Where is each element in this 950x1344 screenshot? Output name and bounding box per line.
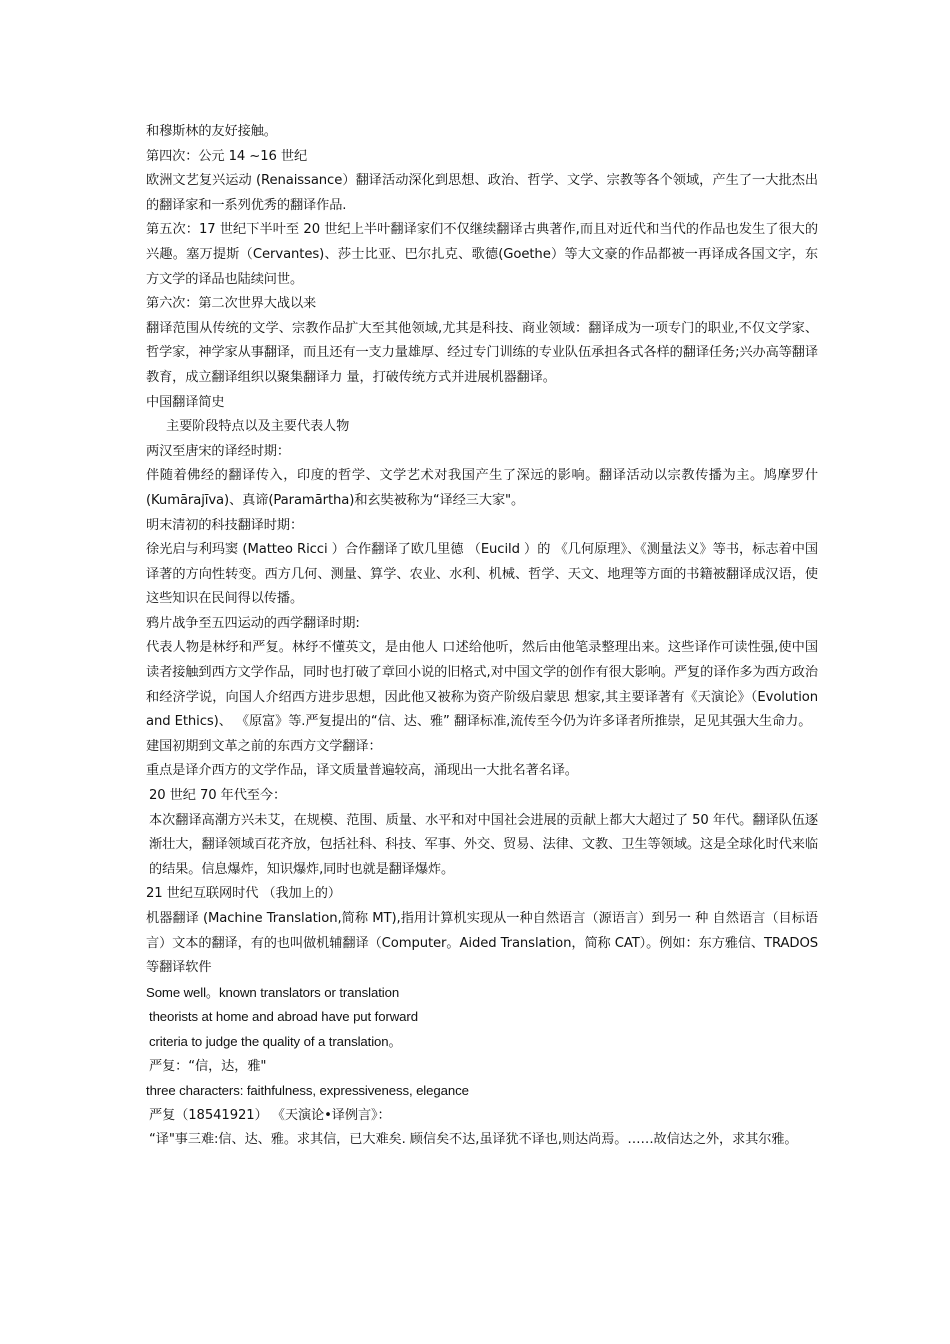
document-body xyxy=(146,120,818,1153)
paragraph: 和穆斯林的友好接触。 xyxy=(146,124,277,139)
paragraph: 严复：“信，达，雅" xyxy=(149,1058,267,1074)
section-heading: 第四次：公元 14 ~16 世纪 xyxy=(146,148,308,164)
paragraph: 第五次：17 世纪下半叶至 20 世纪上半叶翻译家们不仅继续翻译古典著作,而且对近代和当代的作品也发生了很大的兴趣。塞万提斯（Cervantes)、莎士比亚、巴尔扎克、歌德(Goethe）等大文豪的作品都被一再译成各国文字，东方文学的译品也陆续问世。 xyxy=(146,222,818,287)
paragraph: 本次翻译高潮方兴未艾，在规模、范围、质量、水平和对中国社会进展的贡献上都大大超过了 50 年代。翻译队伍逐渐壮大，翻译领域百花齐放，包括社科、科技、军事、外交、贸易、法律、文教、卫生等领域。这是全球化时代来临的结果。信息爆炸，知识爆炸,同时也就是翻译爆炸。 xyxy=(149,812,818,877)
section-heading: 第六次：第二次世界大战以来 xyxy=(146,296,317,312)
paragraph: 徐光启与利玛窦 (Matteo Ricci ）合作翻译了欧几里德 （Eucild ）的 《几何原理》、《测量法义》等书，标志着中国译著的方向性转变。西方几何、测量、算学、农业、水利、机械、哲学、天文、地理等方面的书籍被翻译成汉语，使这些知识在民间得以传播。 xyxy=(146,542,818,607)
section-heading: 21 世纪互联网时代 （我加上的） xyxy=(146,886,341,902)
section-heading: 20 世纪 70 年代至今： xyxy=(149,788,287,804)
section-heading: 明末清初的科技翻译时期： xyxy=(146,517,304,533)
section-heading: 鸦片战争至五四运动的西学翻译时期: xyxy=(146,615,360,631)
english-line: criteria to judge the quality of a translation。 xyxy=(149,1033,402,1049)
paragraph: 伴随着佛经的翻译传入，印度的哲学、文学艺术对我国产生了深远的影响。翻译活动以宗教传播为主。鸠摩罗什 (Kumārajīva)、真谛(Paramārtha)和玄奘被称为“译经三大家"。 xyxy=(146,468,818,508)
english-line: three characters: faithfulness, expressiveness, elegance xyxy=(146,1083,469,1099)
section-heading: 两汉至唐宋的译经时期： xyxy=(146,443,290,459)
subheading: 主要阶段特点以及主要代表人物 xyxy=(166,419,350,435)
paragraph: 严复（18541921） 《天演论•译例言》： xyxy=(149,1107,391,1123)
paragraph: 代表人物是林纾和严复。林纾不懂英文，是由他人 口述给他听，然后由他笔录整理出来。这些译作可读性强,使中国读者接触到西方文学作品，同时也打破了章回小说的旧格式,对中国文学的创作有很大影响。严复的译作多为西方政治和经济学说，向国人介绍西方进步思想，因此他又被称为资产阶级启蒙思 想家,其主要译著有《天演论》（Evolution and Ethics)、 《原富》等.严复提出的“信、达、雅” 翻译标准,流传至今仍为许多译者所推崇，足见其强大生命力。 xyxy=(146,640,818,730)
english-line: Some well。known translators or translation xyxy=(146,984,400,1000)
paragraph: 翻译范围从传统的文学、宗教作品扩大至其他领域,尤其是科技、商业领域：翻译成为一项专门的职业,不仅文学家、哲学家，神学家从事翻译，而且还有一支力量雄厚、经过专门训练的专业队伍承担各式各样的翻译任务;兴办高等翻译教育，成立翻译组织以聚集翻译力 量，打破传统方式并进展机器翻译。 xyxy=(146,320,818,385)
quote-paragraph: “译"事三难:信、达、雅。求其信，已大难矣. 顾信矣不达,虽译犹不译也,则达尚焉。……故信达之外，求其尔雅。 xyxy=(149,1132,798,1148)
paragraph: 欧洲文艺复兴运动 (Renaissance）翻译活动深化到思想、政治、哲学、文学、宗教等各个领域，产生了一大批杰出的翻译家和一系列优秀的翻译作品. xyxy=(146,173,818,213)
english-line: theorists at home and abroad have put forward xyxy=(149,1009,418,1025)
paragraph: 机器翻译 (Machine Translation,简称 MT),指用计算机实现从一种自然语言（源语言）到另一 种 自然语言（目标语言）文本的翻译，有的也叫做机辅翻译（Computer。Aided Translation，简称 CAT）。例如：东方雅信、TRADOS 等翻译软件 xyxy=(146,911,818,976)
section-heading: 建国初期到文革之前的东西方文学翻译： xyxy=(146,738,382,754)
section-heading: 中国翻译简史 xyxy=(146,394,225,410)
paragraph: 重点是译介西方的文学作品，译文质量普遍较高，涌现出一大批名著名译。 xyxy=(146,763,578,779)
